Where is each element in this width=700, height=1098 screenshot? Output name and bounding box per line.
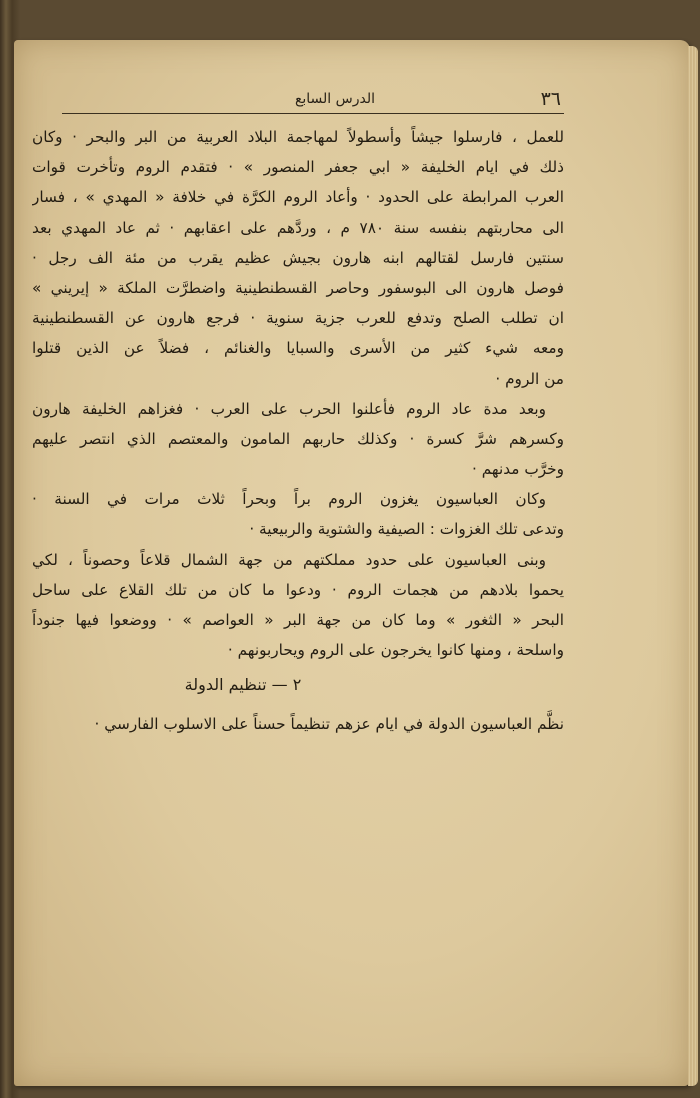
text-line: للعمل ، فارسلوا جيشاً وأسطولاً لمهاجمة البلاد العربية من البر والبحر · وكان bbox=[32, 128, 564, 146]
text-line: واسلحة ، ومنها كانوا يخرجون على الروم ويحاربونهم · bbox=[227, 641, 564, 660]
paragraph-2 bbox=[32, 394, 564, 485]
body-text bbox=[32, 122, 564, 740]
paragraph-5 bbox=[32, 709, 564, 739]
text-line: ومعه شيء كثير من الأسرى والسبايا والغنائم ، فضلاً عن الذين قتلوا bbox=[32, 339, 564, 358]
running-title: الدرس السابع bbox=[294, 91, 375, 107]
section-heading: ٢ — تنظيم الدولة bbox=[184, 675, 302, 695]
page-header bbox=[60, 88, 565, 114]
text-line: الى محاربتهم بنفسه سنة ٧٨٠ م ، وردَّهم على اعقابهم · ثم عاد المهدي بعد bbox=[32, 218, 564, 237]
paragraph-3 bbox=[32, 484, 564, 544]
text-line: وبعد مدة عاد الروم فأعلنوا الحرب على العرب · فغزاهم الخليفة هارون bbox=[32, 399, 546, 418]
text-line: ان تطلب الصلح وتدفع للعرب جزية سنوية · فرجع هارون عن القسطنطينية bbox=[32, 309, 564, 328]
text-line: نظَّم العباسيون الدولة في ايام عزهم تنظيماً حسناً على الاسلوب الفارسي · bbox=[94, 715, 564, 734]
text-line: يحموا بلادهم من هجمات الروم · ودعوا ما كان من تلك القلاع على ساحل bbox=[32, 580, 564, 599]
text-line: من الروم · bbox=[495, 369, 564, 388]
text-line: وكان العباسيون يغزون الروم براً وبحراً ثلاث مرات في السنة · bbox=[32, 490, 546, 509]
text-line: وكسرهم شرَّ كسرة · وكذلك حاربهم المامون والمعتصم الذي انتصر عليهم bbox=[32, 429, 564, 448]
text-line: ذلك في ايام الخليفة « ابي جعفر المنصور » · فتقدم الروم وتأخرت قوات bbox=[32, 158, 564, 177]
text-line: وبنى العباسيون على حدود مملكتهم من جهة الشمال قلاعاً وحصوناً ، لكي bbox=[32, 550, 546, 569]
text-line: سنتين فارسل لقتالهم ابنه هارون بجيش عظيم يقرب من مئة الف رجل · bbox=[32, 248, 564, 267]
paragraph-4 bbox=[32, 545, 564, 666]
text-line: وخرَّب مدنهم · bbox=[472, 460, 564, 479]
text-line: البحر « الثغور » وما كان من جهة البر « العواصم » · ووضعوا فيها جنوداً bbox=[32, 611, 564, 629]
text-line: فوصل هارون الى البوسفور وحاصر القسطنطينية واضطرَّت الملكة « إيريني » bbox=[32, 278, 564, 297]
header-rule bbox=[62, 113, 564, 114]
paragraph-1 bbox=[32, 122, 564, 394]
page-number: ٣٦ bbox=[540, 88, 561, 110]
text-line: وتدعى تلك الغزوات : الصيفية والشتوية والربيعية · bbox=[249, 520, 564, 539]
page-edge bbox=[688, 46, 698, 1086]
text-line: العرب المرابطة على الحدود · وأعاد الروم الكرَّة في خلافة « المهدي » ، فسار bbox=[32, 188, 564, 207]
